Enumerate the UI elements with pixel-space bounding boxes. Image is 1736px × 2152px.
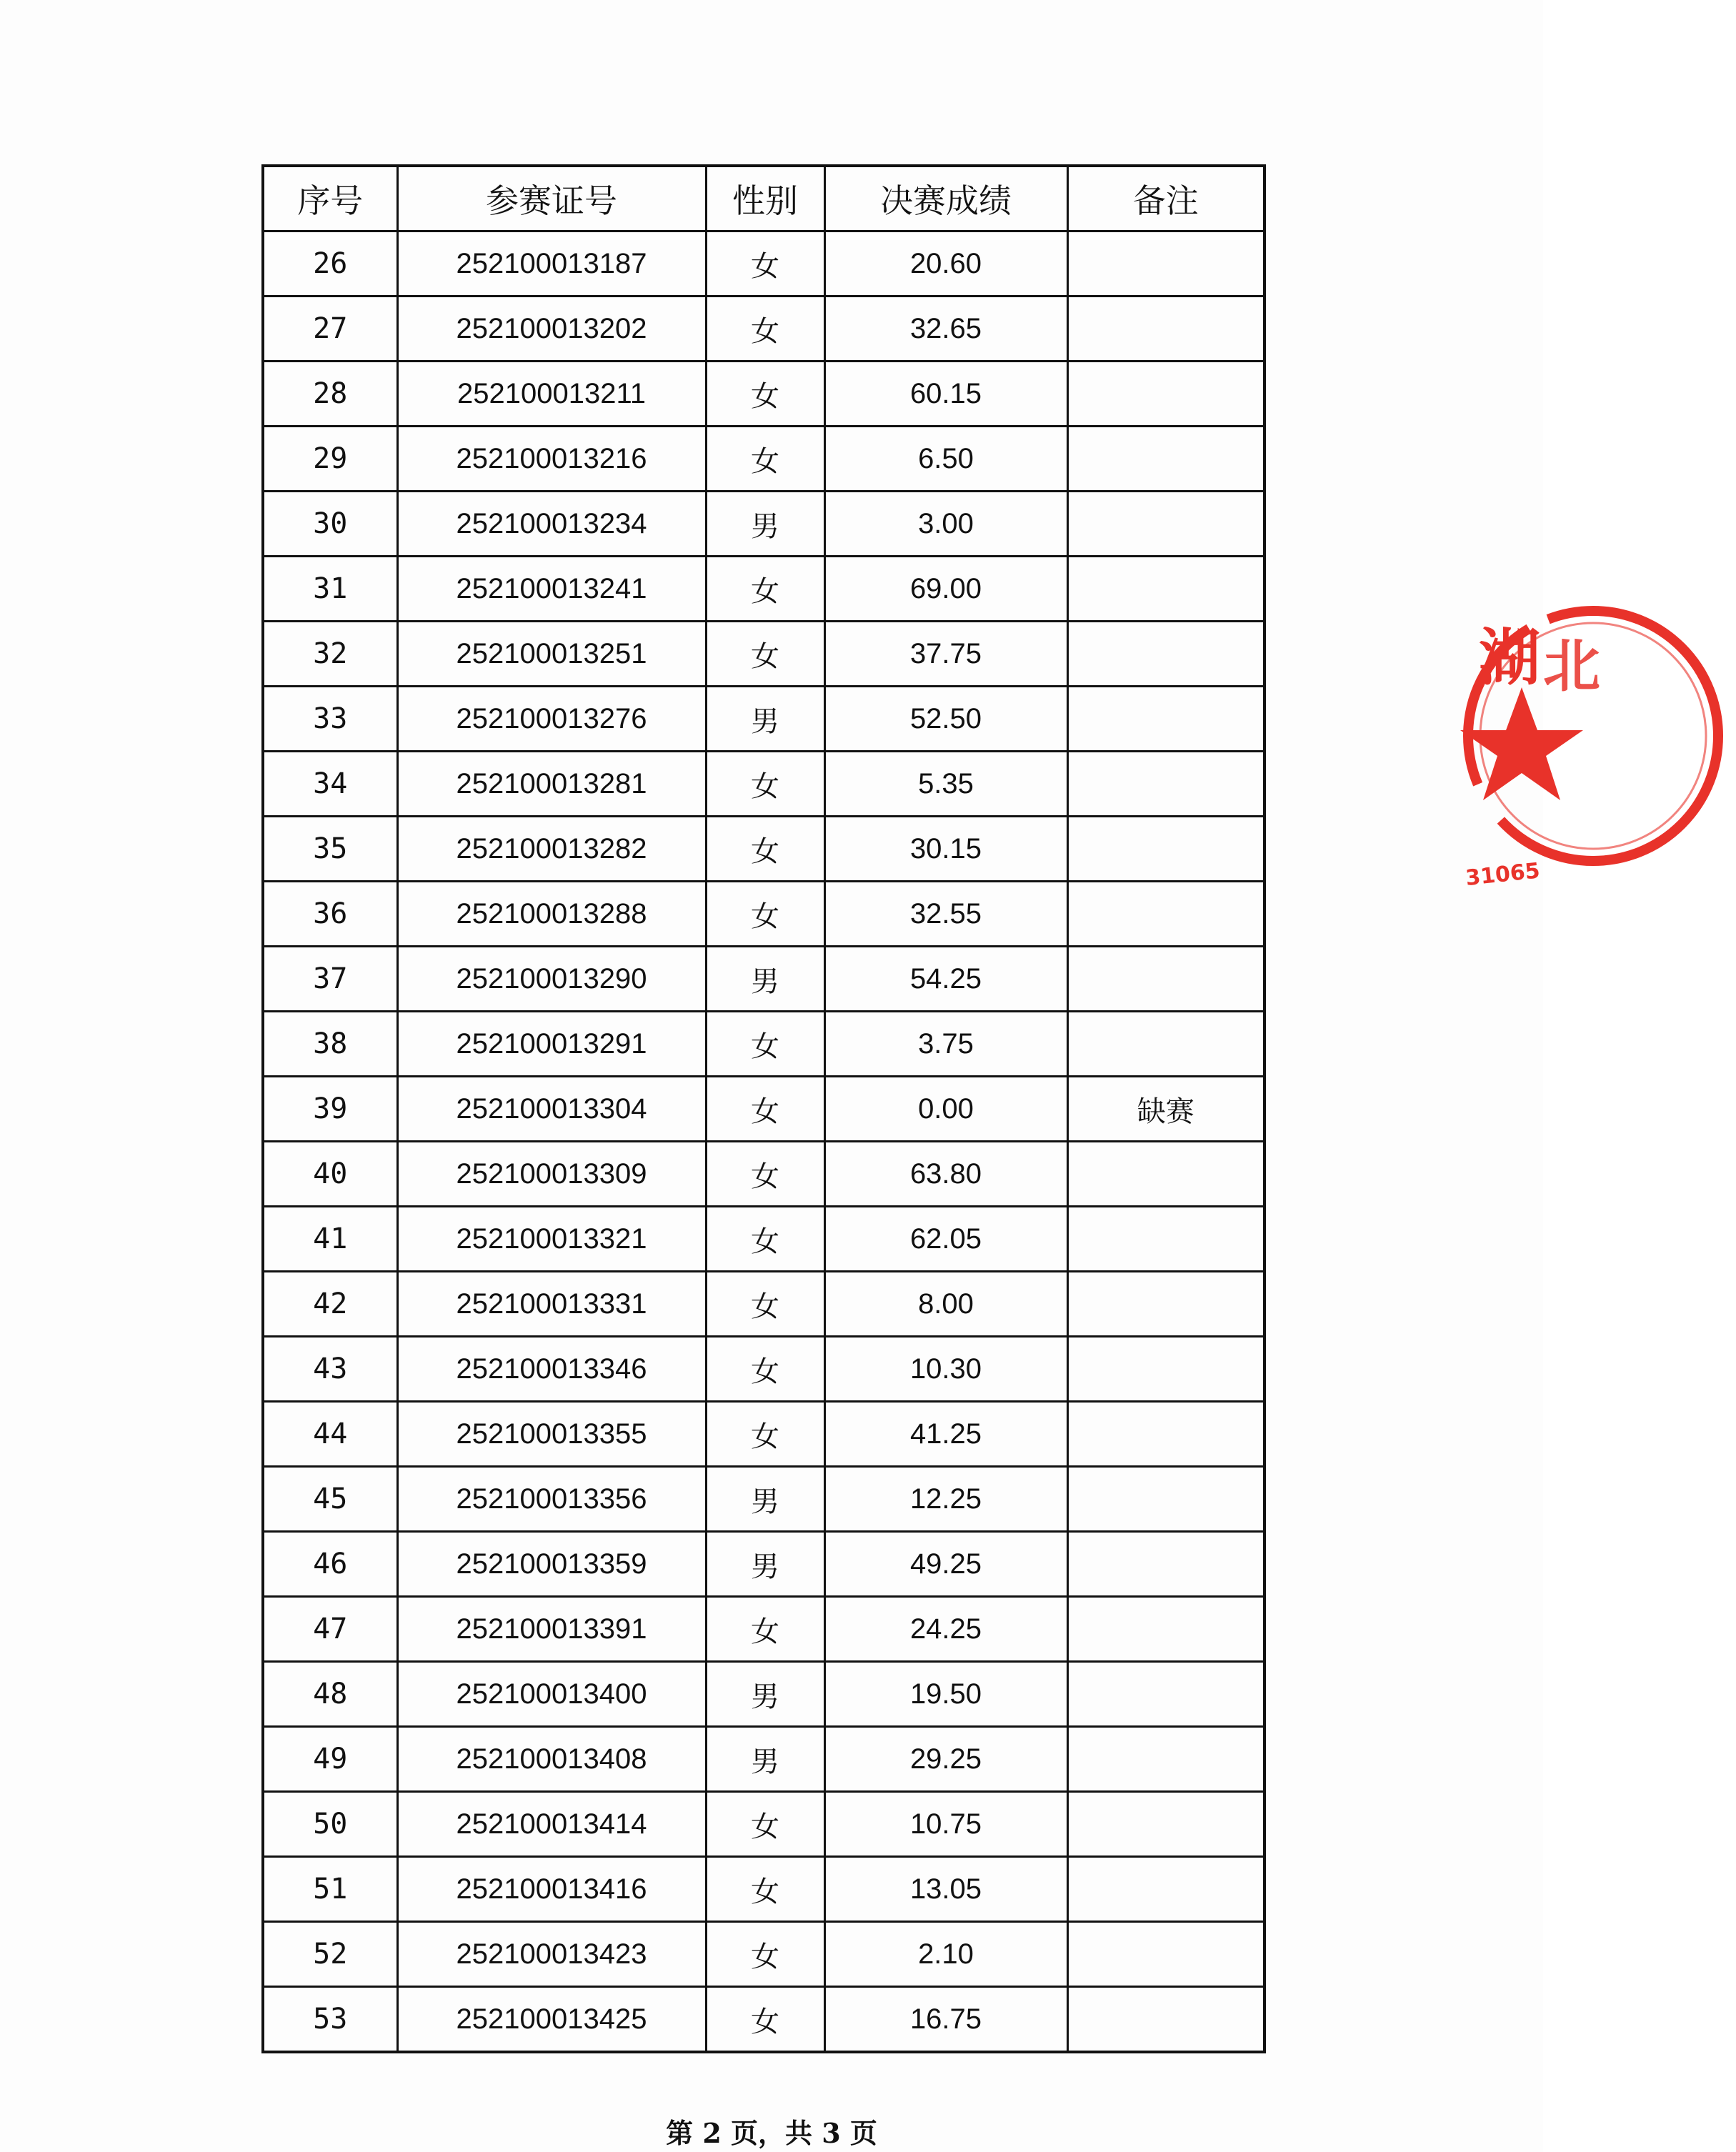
table-body bbox=[263, 231, 1264, 2053]
cell-sex: 男 bbox=[706, 947, 824, 1012]
cell-seq-no: 38 bbox=[263, 1012, 397, 1077]
table-row bbox=[263, 1857, 1264, 1922]
cell-entry-id: 252100013346 bbox=[397, 1337, 706, 1402]
cell-remarks bbox=[1067, 752, 1264, 817]
cell-seq-no: 49 bbox=[263, 1727, 397, 1792]
cell-sex: 女 bbox=[706, 1597, 824, 1662]
cell-final-score: 32.55 bbox=[824, 882, 1067, 947]
cell-remarks bbox=[1067, 231, 1264, 297]
cell-remarks bbox=[1067, 687, 1264, 752]
cell-seq-no: 43 bbox=[263, 1337, 397, 1402]
cell-final-score: 37.75 bbox=[824, 622, 1067, 687]
cell-remarks bbox=[1067, 1792, 1264, 1857]
cell-sex: 男 bbox=[706, 1532, 824, 1597]
cell-entry-id: 252100013211 bbox=[397, 362, 706, 427]
cell-final-score: 52.50 bbox=[824, 687, 1067, 752]
svg-text:31065: 31065 bbox=[1464, 858, 1542, 892]
cell-seq-no: 51 bbox=[263, 1857, 397, 1922]
cell-remarks bbox=[1067, 1402, 1264, 1467]
cell-seq-no: 26 bbox=[263, 231, 397, 297]
cell-entry-id: 252100013187 bbox=[397, 231, 706, 297]
table-row bbox=[263, 297, 1264, 362]
cell-final-score: 41.25 bbox=[824, 1402, 1067, 1467]
cell-sex: 男 bbox=[706, 1727, 824, 1792]
cell-remarks bbox=[1067, 1597, 1264, 1662]
cell-sex: 女 bbox=[706, 1142, 824, 1207]
cell-sex: 女 bbox=[706, 231, 824, 297]
cell-sex: 女 bbox=[706, 427, 824, 492]
cell-entry-id: 252100013414 bbox=[397, 1792, 706, 1857]
table-row bbox=[263, 1987, 1264, 2053]
cell-seq-no: 50 bbox=[263, 1792, 397, 1857]
cell-seq-no: 37 bbox=[263, 947, 397, 1012]
cell-seq-no: 29 bbox=[263, 427, 397, 492]
cell-sex: 女 bbox=[706, 882, 824, 947]
cell-seq-no: 46 bbox=[263, 1532, 397, 1597]
cell-sex: 女 bbox=[706, 557, 824, 622]
table-row bbox=[263, 1662, 1264, 1727]
header-sex: 性别 bbox=[706, 166, 824, 231]
cell-sex: 女 bbox=[706, 1272, 824, 1337]
cell-final-score: 6.50 bbox=[824, 427, 1067, 492]
table-row bbox=[263, 1727, 1264, 1792]
cell-final-score: 10.75 bbox=[824, 1792, 1067, 1857]
cell-remarks bbox=[1067, 1662, 1264, 1727]
cell-sex: 女 bbox=[706, 1402, 824, 1467]
cell-final-score: 69.00 bbox=[824, 557, 1067, 622]
cell-entry-id: 252100013290 bbox=[397, 947, 706, 1012]
cell-remarks bbox=[1067, 1012, 1264, 1077]
cell-final-score: 16.75 bbox=[824, 1987, 1067, 2053]
table-row bbox=[263, 1597, 1264, 1662]
cell-sex: 男 bbox=[706, 1662, 824, 1727]
cell-remarks bbox=[1067, 1207, 1264, 1272]
cell-sex: 女 bbox=[706, 1337, 824, 1402]
table-row bbox=[263, 427, 1264, 492]
cell-seq-no: 53 bbox=[263, 1987, 397, 2053]
cell-entry-id: 252100013288 bbox=[397, 882, 706, 947]
cell-sex: 男 bbox=[706, 1467, 824, 1532]
cell-entry-id: 252100013216 bbox=[397, 427, 706, 492]
table-row bbox=[263, 687, 1264, 752]
cell-seq-no: 30 bbox=[263, 492, 397, 557]
cell-remarks bbox=[1067, 622, 1264, 687]
cell-sex: 女 bbox=[706, 362, 824, 427]
cell-final-score: 20.60 bbox=[824, 231, 1067, 297]
cell-entry-id: 252100013276 bbox=[397, 687, 706, 752]
cell-entry-id: 252100013304 bbox=[397, 1077, 706, 1142]
page-footer: 第 2 页，共 3 页 bbox=[666, 2117, 877, 2149]
header-final-score: 决赛成绩 bbox=[824, 166, 1067, 231]
table-row bbox=[263, 1532, 1264, 1597]
cell-remarks bbox=[1067, 1727, 1264, 1792]
cell-remarks: 缺赛 bbox=[1067, 1077, 1264, 1142]
cell-remarks bbox=[1067, 557, 1264, 622]
cell-entry-id: 252100013355 bbox=[397, 1402, 706, 1467]
cell-sex: 女 bbox=[706, 1922, 824, 1987]
cell-seq-no: 52 bbox=[263, 1922, 397, 1987]
cell-entry-id: 252100013282 bbox=[397, 817, 706, 882]
cell-sex: 女 bbox=[706, 1987, 824, 2053]
table-row bbox=[263, 231, 1264, 297]
cell-seq-no: 39 bbox=[263, 1077, 397, 1142]
cell-remarks bbox=[1067, 1142, 1264, 1207]
svg-text:北: 北 bbox=[1543, 632, 1600, 699]
cell-entry-id: 252100013356 bbox=[397, 1467, 706, 1532]
cell-seq-no: 32 bbox=[263, 622, 397, 687]
cell-sex: 女 bbox=[706, 1077, 824, 1142]
table-row bbox=[263, 1142, 1264, 1207]
cell-final-score: 13.05 bbox=[824, 1857, 1067, 1922]
cell-remarks bbox=[1067, 1987, 1264, 2053]
cell-seq-no: 28 bbox=[263, 362, 397, 427]
cell-final-score: 8.00 bbox=[824, 1272, 1067, 1337]
cell-entry-id: 252100013331 bbox=[397, 1272, 706, 1337]
table-row bbox=[263, 1077, 1264, 1142]
cell-sex: 男 bbox=[706, 687, 824, 752]
table-row bbox=[263, 492, 1264, 557]
cell-final-score: 54.25 bbox=[824, 947, 1067, 1012]
cell-entry-id: 252100013309 bbox=[397, 1142, 706, 1207]
cell-remarks bbox=[1067, 947, 1264, 1012]
cell-final-score: 32.65 bbox=[824, 297, 1067, 362]
cell-remarks bbox=[1067, 882, 1264, 947]
cell-sex: 女 bbox=[706, 817, 824, 882]
cell-remarks bbox=[1067, 1467, 1264, 1532]
cell-entry-id: 252100013416 bbox=[397, 1857, 706, 1922]
cell-sex: 男 bbox=[706, 492, 824, 557]
header-seq-no: 序号 bbox=[263, 166, 397, 231]
cell-remarks bbox=[1067, 492, 1264, 557]
cell-seq-no: 31 bbox=[263, 557, 397, 622]
cell-final-score: 63.80 bbox=[824, 1142, 1067, 1207]
cell-sex: 女 bbox=[706, 1012, 824, 1077]
table-row bbox=[263, 882, 1264, 947]
cell-remarks bbox=[1067, 1532, 1264, 1597]
cell-seq-no: 44 bbox=[263, 1402, 397, 1467]
cell-entry-id: 252100013321 bbox=[397, 1207, 706, 1272]
cell-final-score: 29.25 bbox=[824, 1727, 1067, 1792]
cell-entry-id: 252100013251 bbox=[397, 622, 706, 687]
cell-remarks bbox=[1067, 297, 1264, 362]
cell-remarks bbox=[1067, 362, 1264, 427]
cell-sex: 女 bbox=[706, 622, 824, 687]
svg-text:湖: 湖 bbox=[1479, 622, 1540, 694]
cell-seq-no: 42 bbox=[263, 1272, 397, 1337]
cell-entry-id: 252100013234 bbox=[397, 492, 706, 557]
cell-seq-no: 45 bbox=[263, 1467, 397, 1532]
table-row bbox=[263, 947, 1264, 1012]
cell-final-score: 3.75 bbox=[824, 1012, 1067, 1077]
cell-remarks bbox=[1067, 427, 1264, 492]
table-row bbox=[263, 1207, 1264, 1272]
table-row bbox=[263, 362, 1264, 427]
cell-seq-no: 40 bbox=[263, 1142, 397, 1207]
table-row bbox=[263, 752, 1264, 817]
table-row bbox=[263, 622, 1264, 687]
cell-sex: 女 bbox=[706, 752, 824, 817]
cell-final-score: 24.25 bbox=[824, 1597, 1067, 1662]
cell-final-score: 62.05 bbox=[824, 1207, 1067, 1272]
header-entry-id: 参赛证号 bbox=[397, 166, 706, 231]
table-row bbox=[263, 1922, 1264, 1987]
cell-final-score: 0.00 bbox=[824, 1077, 1067, 1142]
cell-entry-id: 252100013281 bbox=[397, 752, 706, 817]
table-row bbox=[263, 1337, 1264, 1402]
cell-final-score: 5.35 bbox=[824, 752, 1067, 817]
cell-final-score: 30.15 bbox=[824, 817, 1067, 882]
cell-remarks bbox=[1067, 1337, 1264, 1402]
cell-final-score: 60.15 bbox=[824, 362, 1067, 427]
cell-seq-no: 33 bbox=[263, 687, 397, 752]
table-row bbox=[263, 1792, 1264, 1857]
cell-sex: 女 bbox=[706, 1792, 824, 1857]
cell-final-score: 3.00 bbox=[824, 492, 1067, 557]
cell-seq-no: 47 bbox=[263, 1597, 397, 1662]
cell-entry-id: 252100013291 bbox=[397, 1012, 706, 1077]
cell-entry-id: 252100013241 bbox=[397, 557, 706, 622]
cell-final-score: 12.25 bbox=[824, 1467, 1067, 1532]
cell-entry-id: 252100013425 bbox=[397, 1987, 706, 2053]
table-row bbox=[263, 1272, 1264, 1337]
cell-remarks bbox=[1067, 817, 1264, 882]
cell-seq-no: 27 bbox=[263, 297, 397, 362]
cell-entry-id: 252100013408 bbox=[397, 1727, 706, 1792]
results-table bbox=[261, 164, 1266, 2053]
cell-remarks bbox=[1067, 1857, 1264, 1922]
cell-final-score: 49.25 bbox=[824, 1532, 1067, 1597]
cell-entry-id: 252100013400 bbox=[397, 1662, 706, 1727]
cell-remarks bbox=[1067, 1272, 1264, 1337]
cell-seq-no: 35 bbox=[263, 817, 397, 882]
cell-final-score: 10.30 bbox=[824, 1337, 1067, 1402]
table-row bbox=[263, 1467, 1264, 1532]
table-row bbox=[263, 1012, 1264, 1077]
table-row bbox=[263, 817, 1264, 882]
cell-seq-no: 36 bbox=[263, 882, 397, 947]
cell-sex: 女 bbox=[706, 1207, 824, 1272]
cell-entry-id: 252100013202 bbox=[397, 297, 706, 362]
official-seal bbox=[1450, 564, 1736, 907]
table-header-row bbox=[263, 166, 1264, 231]
table-row bbox=[263, 557, 1264, 622]
cell-seq-no: 48 bbox=[263, 1662, 397, 1727]
cell-entry-id: 252100013423 bbox=[397, 1922, 706, 1987]
table-row bbox=[263, 1402, 1264, 1467]
cell-sex: 女 bbox=[706, 297, 824, 362]
cell-sex: 女 bbox=[706, 1857, 824, 1922]
cell-entry-id: 252100013391 bbox=[397, 1597, 706, 1662]
header-remarks: 备注 bbox=[1067, 166, 1264, 231]
cell-seq-no: 41 bbox=[263, 1207, 397, 1272]
cell-final-score: 2.10 bbox=[824, 1922, 1067, 1987]
cell-remarks bbox=[1067, 1922, 1264, 1987]
cell-entry-id: 252100013359 bbox=[397, 1532, 706, 1597]
cell-seq-no: 34 bbox=[263, 752, 397, 817]
cell-final-score: 19.50 bbox=[824, 1662, 1067, 1727]
